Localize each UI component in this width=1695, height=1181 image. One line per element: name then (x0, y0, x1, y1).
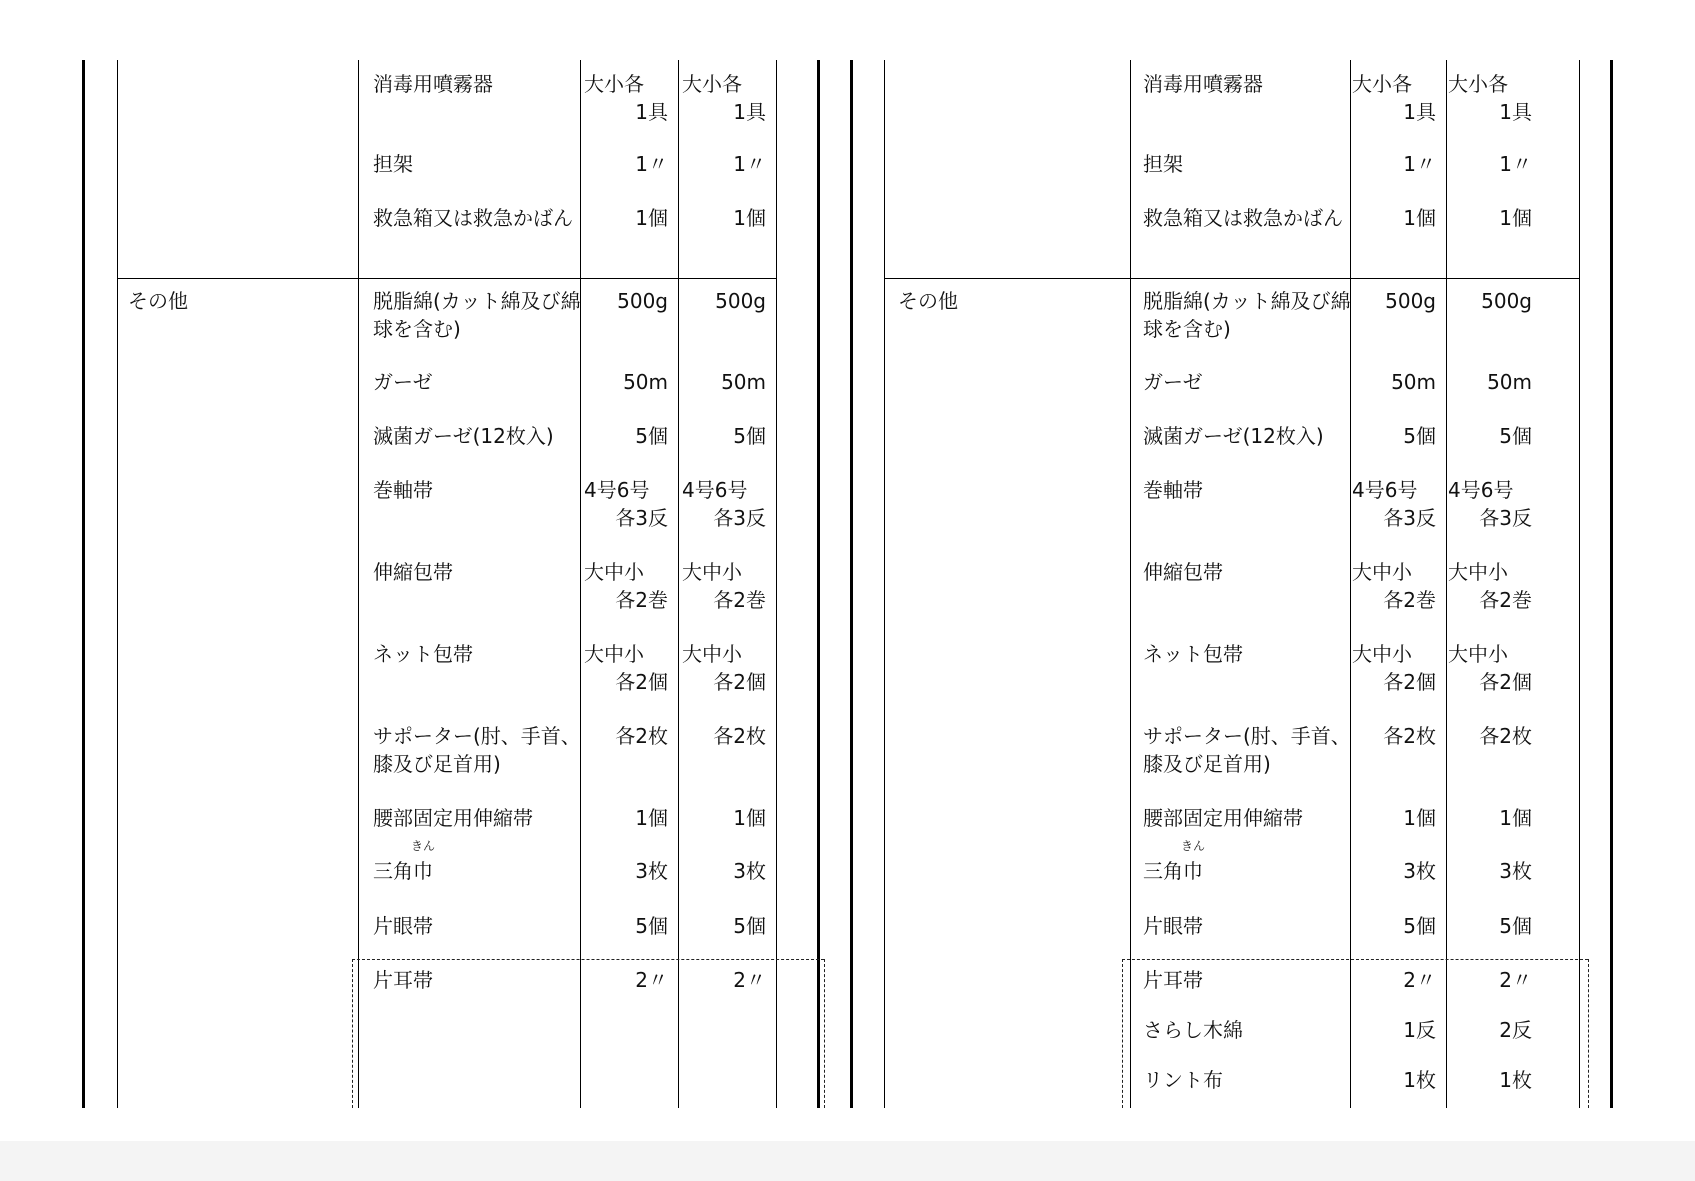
quantity-q2 (1448, 722, 1532, 750)
category-separator (117, 278, 776, 279)
quantity-line: 各2枚 (1383, 724, 1436, 748)
quantity-q1 (1352, 1066, 1436, 1094)
quantity-line: 1個 (635, 806, 668, 830)
quantity-q1 (1352, 912, 1436, 940)
quantity-line: 大中小 (1352, 560, 1412, 584)
column-rule (358, 60, 359, 1108)
quantity-q1 (584, 558, 668, 614)
quantity-q1 (584, 150, 668, 178)
item-name: ネット包帯 (373, 642, 473, 666)
column-rule (776, 60, 777, 1108)
quantity-q2 (682, 368, 766, 396)
quantity-line: 2〃 (733, 968, 766, 992)
quantity-line: 500g (715, 289, 766, 313)
quantity-line: 1反 (1403, 1018, 1436, 1042)
quantity-q2 (1448, 966, 1532, 994)
quantity-line: 大小各 (584, 72, 644, 96)
item-name: 腰部固定用伸縮帯 (373, 806, 533, 830)
quantity-line: 1個 (733, 806, 766, 830)
quantity-line: 5個 (1403, 424, 1436, 448)
quantity-line: 2反 (1499, 1018, 1532, 1042)
quantity-line: 1個 (1499, 806, 1532, 830)
quantity-line: 各2個 (615, 670, 668, 694)
item-name-text: 三角 (1143, 859, 1183, 883)
item-name: 滅菌ガーゼ(12枚入) (1143, 424, 1324, 448)
quantity-line: 1〃 (733, 152, 766, 176)
quantity-q1 (584, 966, 668, 994)
item-name: 腰部固定用伸縮帯 (1143, 806, 1303, 830)
quantity-line: 大中小 (584, 642, 644, 666)
quantity-line: 大中小 (1448, 642, 1508, 666)
quantity-q1 (584, 422, 668, 450)
ruby-char: 巾 きん (1180, 839, 1206, 883)
quantity-q1 (1352, 558, 1436, 614)
quantity-line: 5個 (635, 914, 668, 938)
column-rule (117, 60, 118, 1108)
item-name: 担架 (1143, 152, 1183, 176)
quantity-q2 (1448, 368, 1532, 396)
panel-border-rule (1610, 60, 1613, 1108)
quantity-line: 3枚 (635, 859, 668, 883)
item-name: 巻軸帯 (1143, 478, 1203, 502)
item-name: 救急箱又は救急かばん (373, 206, 573, 230)
quantity-q1 (584, 70, 668, 126)
quantity-line: 大小各 (1448, 72, 1508, 96)
quantity-line: 1具 (1403, 100, 1436, 124)
item-name: 片眼帯 (373, 914, 433, 938)
revision-box-side (1588, 959, 1589, 1108)
quantity-line: 4号6号 (682, 478, 748, 502)
quantity-q2 (682, 422, 766, 450)
panel-border-rule (850, 60, 853, 1108)
quantity-q1 (584, 722, 668, 750)
quantity-q2 (682, 558, 766, 614)
quantity-line: 500g (1385, 289, 1436, 313)
quantity-line: 1枚 (1403, 1068, 1436, 1092)
panel-border-rule (82, 60, 85, 1108)
quantity-line: 各2巻 (1383, 588, 1436, 612)
item-name (373, 839, 583, 885)
quantity-q2 (1448, 558, 1532, 614)
item-name-text: 三角 (373, 859, 413, 883)
item-name: 片眼帯 (1143, 914, 1203, 938)
quantity-line: 4号6号 (1352, 478, 1418, 502)
item-name: 消毒用噴霧器 (373, 72, 493, 96)
quantity-q2 (682, 912, 766, 940)
quantity-q1 (1352, 966, 1436, 994)
item-name: 脱脂綿(カット綿及び綿球を含む) (1143, 289, 1351, 341)
item-name: サポーター(肘、手首、膝及び足首用) (373, 724, 581, 776)
item-name: リント布 (1143, 1068, 1223, 1092)
quantity-q1 (1352, 70, 1436, 126)
item-name: 片耳帯 (373, 968, 433, 992)
quantity-line: 大中小 (1352, 642, 1412, 666)
quantity-line: 大中小 (1448, 560, 1508, 584)
quantity-q2 (682, 857, 766, 885)
quantity-q1 (584, 804, 668, 832)
quantity-line: 3枚 (1403, 859, 1436, 883)
quantity-line: 各3反 (713, 506, 766, 530)
column-rule (1579, 60, 1580, 1108)
quantity-line: 1個 (635, 206, 668, 230)
quantity-q2 (1448, 857, 1532, 885)
quantity-q1 (1352, 1016, 1436, 1044)
quantity-q1 (584, 640, 668, 696)
item-name: ネット包帯 (1143, 642, 1243, 666)
quantity-line: 50m (1487, 370, 1532, 394)
quantity-q2 (1448, 287, 1532, 315)
quantity-q1 (584, 204, 668, 232)
quantity-line: 2〃 (1403, 968, 1436, 992)
quantity-q2 (1448, 640, 1532, 696)
quantity-q2 (682, 722, 766, 750)
quantity-line: 1個 (733, 206, 766, 230)
ruby-reading: きん (1180, 839, 1206, 853)
quantity-q1 (1352, 368, 1436, 396)
item-name: ガーゼ (1143, 370, 1203, 394)
panel-border-rule (817, 60, 820, 1108)
quantity-q2 (1448, 70, 1532, 126)
quantity-line: 5個 (1499, 914, 1532, 938)
quantity-q2 (682, 204, 766, 232)
quantity-line: 大小各 (682, 72, 742, 96)
quantity-q2 (1448, 204, 1532, 232)
item-name: 伸縮包帯 (1143, 560, 1223, 584)
item-name: 巻軸帯 (373, 478, 433, 502)
quantity-q1 (584, 287, 668, 315)
revision-box-side (824, 959, 825, 1108)
ruby-reading: きん (410, 839, 436, 853)
quantity-q2 (682, 70, 766, 126)
quantity-line: 500g (617, 289, 668, 313)
quantity-line: 各2巻 (615, 588, 668, 612)
quantity-q2 (1448, 1066, 1532, 1094)
quantity-line: 5個 (1499, 424, 1532, 448)
quantity-q1 (584, 476, 668, 532)
quantity-line: 2〃 (1499, 968, 1532, 992)
quantity-q2 (1448, 476, 1532, 532)
item-name: 滅菌ガーゼ(12枚入) (373, 424, 554, 448)
quantity-q1 (1352, 722, 1436, 750)
quantity-line: 4号6号 (584, 478, 650, 502)
revision-box-side (352, 959, 353, 1108)
revision-box-side (1122, 959, 1123, 1108)
item-name: ガーゼ (373, 370, 433, 394)
quantity-line: 5個 (733, 914, 766, 938)
quantity-line: 1個 (1403, 806, 1436, 830)
quantity-q2 (682, 804, 766, 832)
quantity-q2 (1448, 1016, 1532, 1044)
quantity-line: 50m (623, 370, 668, 394)
quantity-line: 1具 (733, 100, 766, 124)
quantity-line: 大中小 (682, 560, 742, 584)
item-name: さらし木綿 (1143, 1018, 1243, 1042)
category-separator (884, 278, 1579, 279)
quantity-q2 (1448, 150, 1532, 178)
quantity-line: 各2巻 (713, 588, 766, 612)
quantity-line: 各2個 (713, 670, 766, 694)
quantity-line: 5個 (733, 424, 766, 448)
quantity-q2 (682, 476, 766, 532)
quantity-q2 (682, 287, 766, 315)
quantity-line: 1個 (1499, 206, 1532, 230)
quantity-q1 (584, 912, 668, 940)
quantity-line: 1〃 (1499, 152, 1532, 176)
column-rule (884, 60, 885, 1108)
quantity-q2 (1448, 804, 1532, 832)
column-rule (1130, 60, 1131, 1108)
quantity-line: 1枚 (1499, 1068, 1532, 1092)
quantity-q1 (1352, 287, 1436, 315)
quantity-line: 各2個 (1383, 670, 1436, 694)
item-name: 伸縮包帯 (373, 560, 453, 584)
quantity-line: 各2枚 (713, 724, 766, 748)
item-name: 救急箱又は救急かばん (1143, 206, 1343, 230)
quantity-line: 5個 (1403, 914, 1436, 938)
quantity-q1 (1352, 204, 1436, 232)
item-name: 脱脂綿(カット綿及び綿球を含む) (373, 289, 581, 341)
quantity-line: 各3反 (615, 506, 668, 530)
quantity-line: 3枚 (1499, 859, 1532, 883)
quantity-line: 3枚 (733, 859, 766, 883)
quantity-line: 大小各 (1352, 72, 1412, 96)
quantity-q1 (584, 857, 668, 885)
revision-box-top (1122, 959, 1588, 960)
quantity-q2 (1448, 912, 1532, 940)
revision-box-top (352, 959, 824, 960)
column-rule (678, 60, 679, 1108)
quantity-line: 2〃 (635, 968, 668, 992)
quantity-q1 (1352, 640, 1436, 696)
quantity-line: 各2枚 (1479, 724, 1532, 748)
quantity-line: 各3反 (1479, 506, 1532, 530)
quantity-q1 (1352, 150, 1436, 178)
ruby-char: 巾 きん (410, 839, 436, 883)
quantity-line: 1個 (1403, 206, 1436, 230)
item-name: 担架 (373, 152, 413, 176)
quantity-q2 (682, 966, 766, 994)
quantity-line: 大中小 (584, 560, 644, 584)
quantity-line: 5個 (635, 424, 668, 448)
quantity-line: 1具 (635, 100, 668, 124)
item-name (1143, 839, 1353, 885)
quantity-line: 各2枚 (615, 724, 668, 748)
item-name: サポーター(肘、手首、膝及び足首用) (1143, 724, 1351, 776)
quantity-q2 (682, 640, 766, 696)
quantity-line: 1〃 (635, 152, 668, 176)
quantity-q1 (1352, 857, 1436, 885)
quantity-q2 (1448, 422, 1532, 450)
quantity-line: 4号6号 (1448, 478, 1514, 502)
quantity-line: 大中小 (682, 642, 742, 666)
quantity-line: 各2巻 (1479, 588, 1532, 612)
quantity-line: 50m (721, 370, 766, 394)
item-name: 片耳帯 (1143, 968, 1203, 992)
column-rule (1446, 60, 1447, 1108)
quantity-line: 1具 (1499, 100, 1532, 124)
quantity-line: 各3反 (1383, 506, 1436, 530)
quantity-line: 各2個 (1479, 670, 1532, 694)
quantity-line: 50m (1391, 370, 1436, 394)
quantity-line: 500g (1481, 289, 1532, 313)
quantity-line: 1〃 (1403, 152, 1436, 176)
quantity-q2 (682, 150, 766, 178)
item-name: 消毒用噴霧器 (1143, 72, 1263, 96)
quantity-q1 (1352, 422, 1436, 450)
category-label: その他 (128, 289, 188, 313)
category-label: その他 (898, 289, 958, 313)
quantity-q1 (1352, 476, 1436, 532)
quantity-q1 (584, 368, 668, 396)
quantity-q1 (1352, 804, 1436, 832)
